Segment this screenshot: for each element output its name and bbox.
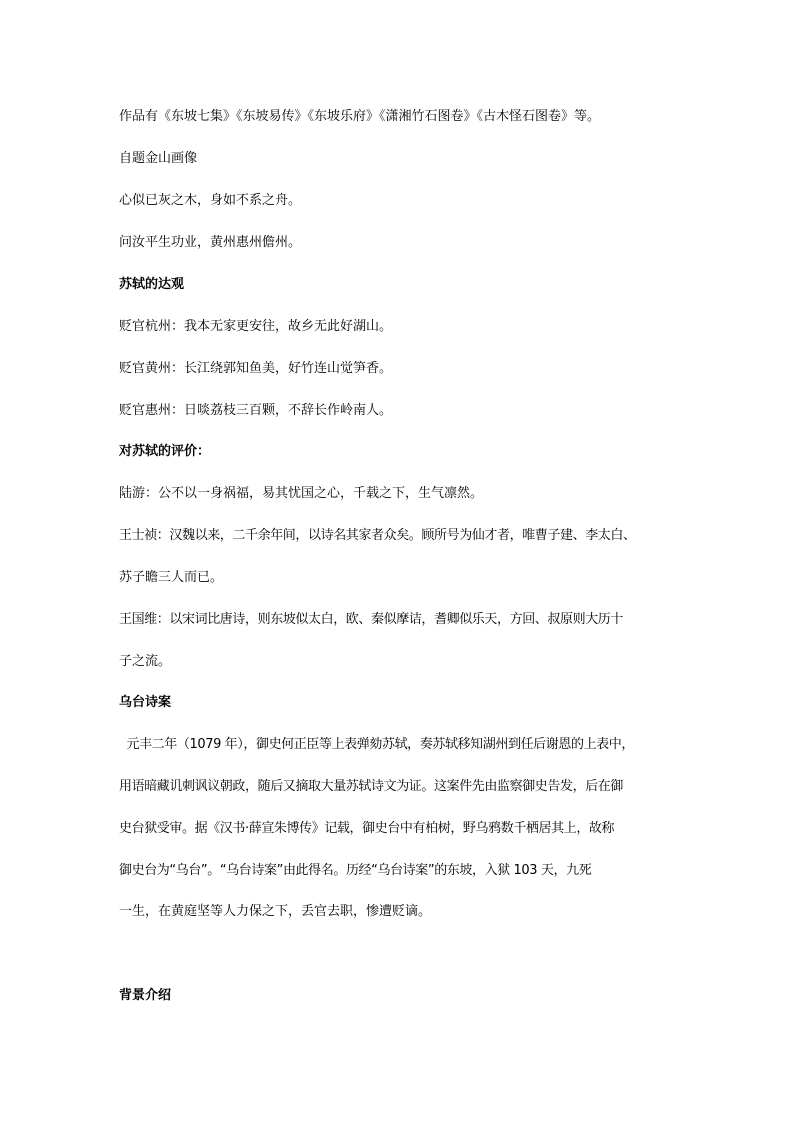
section-heading-evaluation: 对苏轼的评价： bbox=[119, 444, 211, 459]
wutai-paragraph-line: 一生，在黄庭坚等人力保之下，丢官去职，惨遭贬谪。 bbox=[119, 904, 432, 919]
wutai-paragraph-line: 史台狱受审。据《汉书·薛宣朱博传》记载，御史台中有柏树，野乌鸦数千栖居其上，故称 bbox=[119, 821, 615, 836]
poem-line: 心似已灰之木，身如不系之舟。 bbox=[119, 193, 302, 208]
evaluation-line: 陆游：公不以一身祸福，易其忧国之心，千载之下，生气凛然。 bbox=[119, 486, 484, 501]
works-line: 作品有《东坡七集》《东坡易传》《东坡乐府》《潇湘竹石图卷》《古木怪石图卷》等。 bbox=[119, 109, 601, 124]
evaluation-line: 苏子瞻三人而已。 bbox=[119, 570, 224, 585]
evaluation-line: 王国维：以宋词比唐诗，则东坡似太白，欧、秦似摩诘，耆卿似乐天，方回、叔原则大历十 bbox=[119, 612, 624, 627]
evaluation-line: 子之流。 bbox=[119, 654, 172, 669]
section-heading-optimism: 苏轼的达观 bbox=[119, 277, 185, 292]
optimism-line: 贬官惠州：日啖荔枝三百颗，不辞长作岭南人。 bbox=[119, 403, 393, 418]
poem-line: 问汝平生功业，黄州惠州儋州。 bbox=[119, 235, 302, 250]
section-heading-wutai: 乌台诗案 bbox=[119, 695, 172, 710]
section-heading-background: 背景介绍 bbox=[119, 988, 172, 1003]
poem-title: 自题金山画像 bbox=[119, 151, 198, 166]
optimism-line: 贬官黄州：长江绕郭知鱼美，好竹连山觉笋香。 bbox=[119, 361, 393, 376]
wutai-paragraph-line: 用语暗藏讥刺讽议朝政，随后又摘取大量苏轼诗文为证。这案件先由监察御史告发，后在御 bbox=[119, 779, 624, 794]
evaluation-line: 王士祯：汉魏以来，二千余年间，以诗名其家者众矣。顾所号为仙才者，唯曹子建、李太白、 bbox=[119, 528, 636, 543]
wutai-paragraph-line: 元丰二年（1079 年），御史何正臣等上表弹劾苏轼，奏苏轼移知湖州到任后谢恩的上表中， bbox=[119, 737, 634, 752]
wutai-paragraph-line: 御史台为“乌台”。“乌台诗案”由此得名。历经“乌台诗案”的东坡，入狱 103 天，九死 bbox=[119, 863, 592, 878]
optimism-line: 贬官杭州：我本无家更安往，故乡无此好湖山。 bbox=[119, 319, 393, 334]
